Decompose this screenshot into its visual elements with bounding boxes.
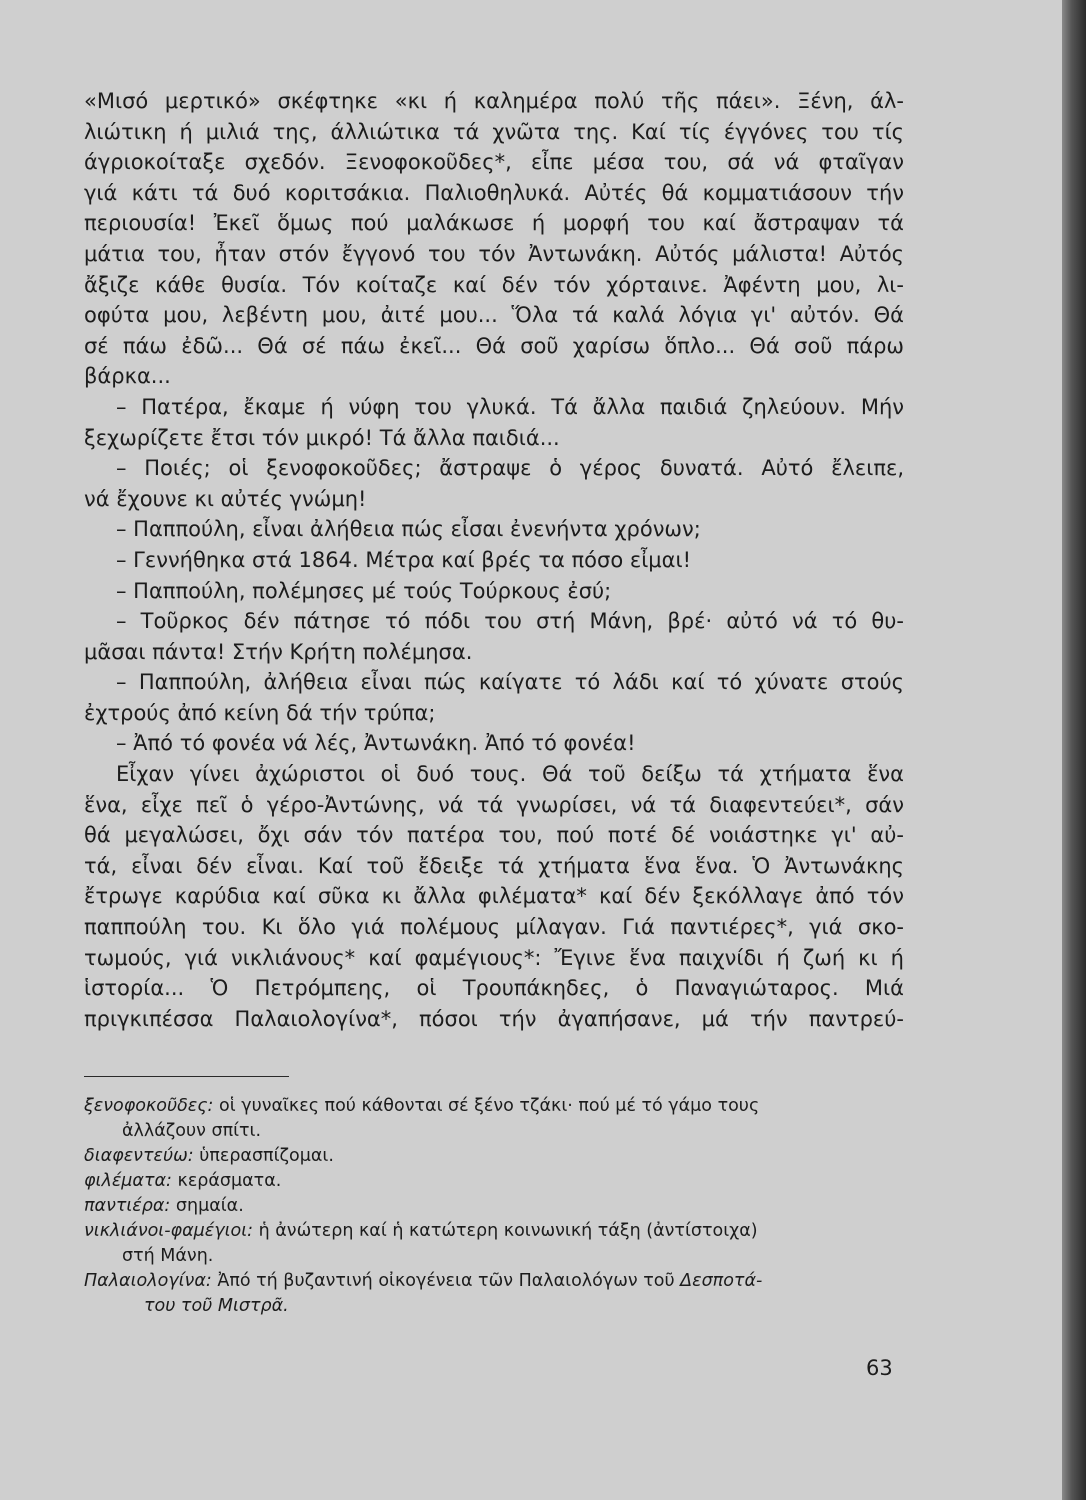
text-line: λιώτικη ή μιλιά της, άλλιώτικα τά χνῶτα της. Καί τίς έγγόνες του τίς (84, 119, 904, 144)
page-number: 63 (866, 1356, 893, 1380)
footnote-term: παντιέρα: (84, 1196, 171, 1216)
text-line: ἱστορία... Ὁ Πετρόμπεης, οἱ Τρουπάκηδες, ὁ Παναγιώταρος. Μιά (84, 976, 904, 1001)
footnote-term: νικλιάνοι-φαμέγιοι: (84, 1221, 254, 1241)
text-line: – Παππούλη, πολέμησες μέ τούς Τούρκους ἐσύ; (116, 578, 612, 603)
text-line: «Μισό μερτικό» σκέφτηκε «κι ή καλημέρα πολύ τῆς πάει». Ξένη, άλ- (84, 89, 904, 113)
footnote (84, 1169, 904, 1194)
footnote-definition: σημαία. (175, 1196, 244, 1216)
text-line: ἐχτρούς ἀπό κείνη δά τήν τρύπα; (84, 700, 436, 725)
text-line: ἄξιζε κάθε θυσία. Τόν κοίταζε καί δέν τόν χόρταινε. Ἀφέντη μου, λι- (84, 272, 904, 297)
text-line: μᾶσαι πάντα! Στήν Κρήτη πολέμησα. (84, 639, 473, 664)
text-line: πριγκιπέσσα Παλαιολογίνα*, πόσοι τήν ἀγαπήσανε, μά τήν παντρεύ- (84, 1006, 904, 1031)
text-line: μάτια του, ἦταν στόν ἔγγονό του τόν Ἀντωνάκη. Αὐτός μάλιστα! Αὐτός (84, 241, 904, 266)
text-line: Εἶχαν γίνει ἀχώριστοι οἱ δυό τους. Θά τοῦ δείξω τά χτήματα ἕνα (116, 762, 904, 787)
text-line: τά, εἶναι δέν εἶναι. Καί τοῦ ἔδειξε τά χτήματα ἕνα ἕνα. Ὁ Ἀντωνάκης (84, 853, 904, 878)
main-text (84, 86, 904, 1034)
footnote-definition-continued: του τοῦ Μιστρᾶ. (144, 1296, 289, 1316)
footnote-definition: ὑπερασπίζομαι. (199, 1146, 334, 1166)
text-line: ἕνα, εἶχε πεῖ ὁ γέρο-Ἀντώνης, νά τά γνωρίσει, νά τά διαφεντεύει*, σάν (84, 792, 904, 817)
text-line: – Ἀπό τό φονέα νά λές, Ἀντωνάκη. Ἀπό τό φονέα! (116, 731, 636, 756)
footnote-term: φιλέματα: (84, 1171, 172, 1191)
text-line: περιουσία! Ἐκεῖ ὅμως πού μαλάκωσε ή μορφή του καί ἄστραψαν τά (84, 211, 904, 236)
footnote (84, 1269, 904, 1319)
text-line: σέ πάω ἐδῶ... Θά σέ πάω ἐκεῖ... Θά σοῦ χαρίσω ὅπλο... Θά σοῦ πάρω (84, 333, 904, 358)
text-line: τωμούς, γιά νικλιάνους* καί φαμέγιους*: Ἔγινε ἕνα παιχνίδι ή ζωή κι ή (84, 945, 904, 970)
book-spine-edge (1062, 0, 1086, 1500)
text-line: – Τοῦρκος δέν πάτησε τό πόδι του στή Μάνη, βρέ· αὐτό νά τό θυ- (116, 609, 904, 634)
footnote-definition: οἱ γυναῖκες πού κάθονται σέ ξένο τζάκι· πού μέ τό γάμο τους (219, 1096, 760, 1116)
text-line: θά μεγαλώσει, ὄχι σάν τόν πατέρα του, πού ποτέ δέ νοιάστηκε γι' αὐ- (84, 823, 904, 848)
text-line: νά ἔχουνε κι αὐτές γνώμη! (84, 486, 367, 511)
text-line: – Παππούλη, εἶναι ἀλήθεια πώς εἶσαι ἐνενήντα χρόνων; (116, 517, 701, 542)
text-line: – Παππούλη, ἀλήθεια εἶναι πώς καίγατε τό λάδι καί τό χύνατε στούς (116, 670, 904, 695)
footnote (84, 1194, 904, 1219)
footnote-definition: Ἀπό τή βυζαντινή οἰκογένεια τῶν Παλαιολόγων τοῦ (217, 1271, 675, 1291)
footnote-term: διαφεντεύω: (84, 1146, 194, 1166)
text-line: γιά κάτι τά δυό κοριτσάκια. Παλιοθηλυκά. Αὐτές θά κομματιάσουν τήν (84, 180, 904, 205)
text-line: ἔτρωγε καρύδια καί σῦκα κι ἄλλα φιλέματα* καί δέν ξεκόλλαγε ἀπό τόν (84, 884, 904, 909)
footnote-definition-term: Δεσποτά- (680, 1271, 763, 1291)
footnote-definition: ἡ ἀνώτερη καί ἡ κατώτερη κοινωνική τάξη (ἀντίστοιχα) (258, 1221, 758, 1241)
text-line: ξεχωρίζετε ἔτσι τόν μικρό! Τά ἄλλα παιδιά... (84, 425, 560, 450)
footnote-term: Παλαιολογίνα: (84, 1271, 212, 1291)
footnote (84, 1144, 904, 1169)
footnote-definition-continued: στή Μάνη. (122, 1246, 214, 1266)
footnote-term: ξενοφοκοῦδες: (84, 1096, 214, 1116)
footnote-divider (84, 1076, 289, 1077)
footnote (84, 1219, 904, 1269)
text-line: οφύτα μου, λεβέντη μου, ἀιτέ μου... Ὅλα τά καλά λόγια γι' αὐτόν. Θά (84, 303, 904, 328)
text-line: άγριοκοίταξε σχεδόν. Ξενοφοκοῦδες*, εἶπε μέσα του, σά νά φταῖγαν (84, 150, 904, 175)
footnote (84, 1094, 904, 1144)
footnote-definition-continued: ἀλλάζουν σπίτι. (122, 1121, 262, 1141)
text-line: – Πατέρα, ἔκαμε ή νύφη του γλυκά. Τά ἄλλα παιδιά ζηλεύουν. Μήν (116, 394, 904, 419)
text-line: βάρκα... (84, 364, 171, 389)
text-line: – Γεννήθηκα στά 1864. Μέτρα καί βρές τα πόσο εἶμαι! (116, 547, 692, 572)
text-line: – Ποιές; οἱ ξενοφοκοῦδες; ἄστραψε ὁ γέρος δυνατά. Αὐτό ἔλειπε, (116, 456, 904, 481)
footnotes (84, 1094, 904, 1319)
footnote-definition: κεράσματα. (177, 1171, 282, 1191)
text-line: παππούλη του. Κι ὅλο γιά πολέμους μίλαγαν. Γιά παντιέρες*, γιά σκο- (84, 915, 904, 940)
